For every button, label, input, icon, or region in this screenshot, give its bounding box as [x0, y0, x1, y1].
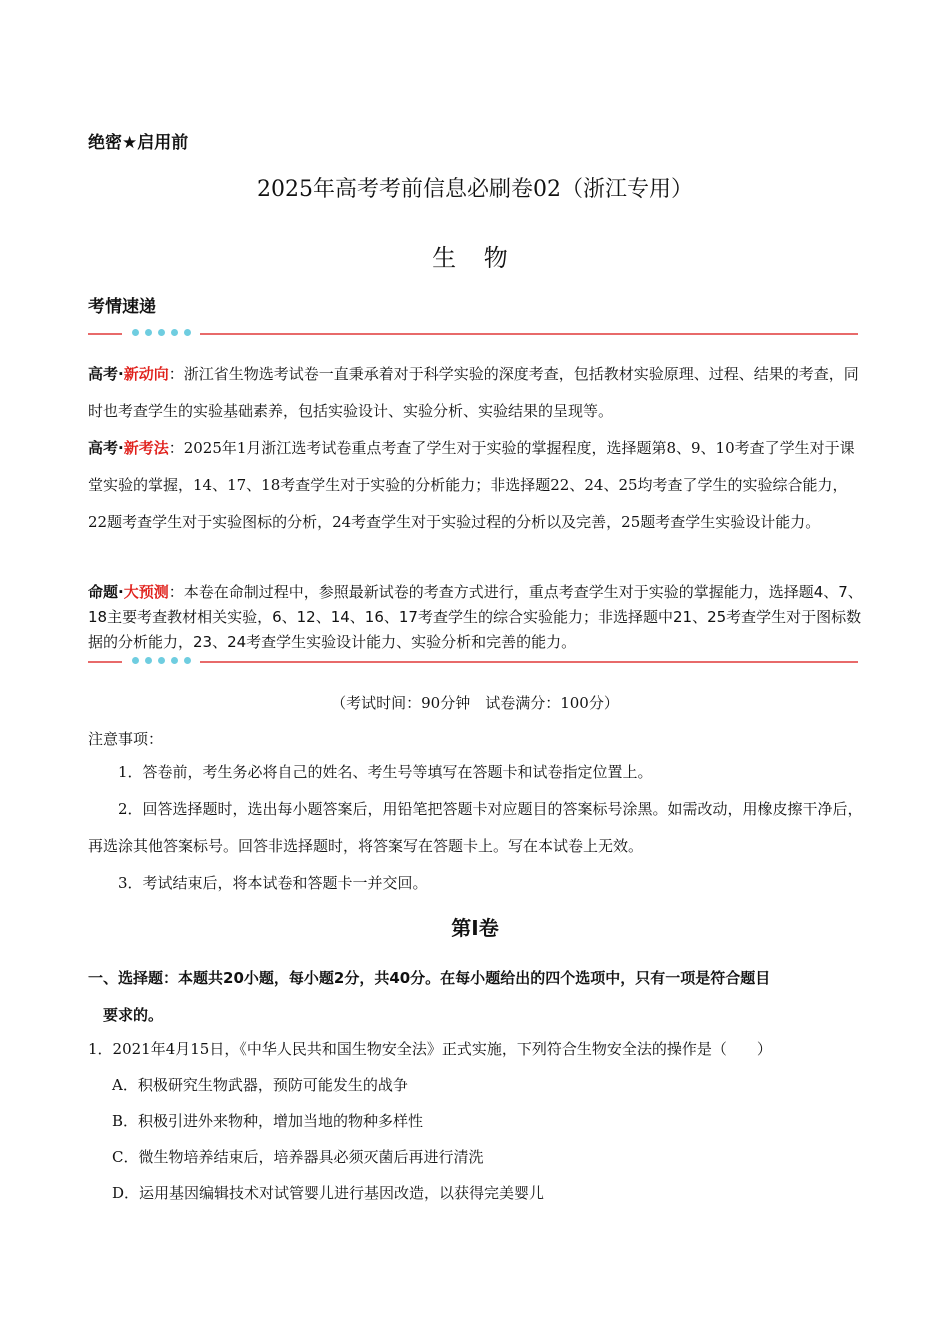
- info-text: ：本卷在命制过程中，参照最新试卷的考查方式进行，重点考查学生对于实验的掌握能力，选择题4、7、18主要考查教材相关实验，6、12、14、16、17考查学生的综合实验能力；非选择题中21、25考查学生对于图标数据的分析能力，23、24考查学生实验设计能力、实验分析和完善的能力。: [88, 583, 863, 651]
- info-highlight: 新考法: [123, 439, 169, 457]
- section-heading: 考情速递: [88, 297, 156, 317]
- info-text: ：2025年1月浙江选考试卷重点考查了学生对于实验的掌握程度，选择题第8、9、10考查了学生对于课堂实验的掌握，14、17、18考查学生对于实验的分析能力；非选择题22、24、25均考查了学生的实验综合能力，22题考查学生对于实验图标的分析，24考查学生对于实验过程的分析以及完善，25题考查学生实验设计能力。: [88, 439, 855, 531]
- section-one-heading: [88, 960, 863, 1034]
- option-c: C．微生物培养结束后，培养器具必须灭菌后再进行清洗: [112, 1148, 484, 1166]
- option-d: D．运用基因编辑技术对试管婴儿进行基因改造，以获得完美婴儿: [112, 1184, 545, 1202]
- note-item: 3．考试结束后，将本试卷和答题卡一并交回。: [118, 874, 428, 892]
- option-b: B．积极引进外来物种，增加当地的物种多样性: [112, 1112, 424, 1130]
- section-one-line: 一、选择题：本题共20小题，每小题2分，共40分。在每小题给出的四个选项中，只有一项是符合题目: [88, 969, 771, 987]
- info-paragraph-new-method: [88, 430, 863, 541]
- confidential-label: 绝密★启用前: [88, 133, 189, 153]
- exam-title: 2025年高考考前信息必刷卷02（浙江专用）: [257, 177, 693, 202]
- exam-info: （考试时间：90分钟 试卷满分：100分）: [331, 694, 619, 712]
- info-highlight: 大预测: [123, 583, 169, 601]
- option-a: A．积极研究生物武器，预防可能发生的战争: [112, 1076, 408, 1094]
- question-stem: 1．2021年4月15日，《中华人民共和国生物安全法》正式实施，下列符合生物安全法的操作是（ ）: [88, 1040, 772, 1058]
- notes-heading: 注意事项：: [88, 730, 164, 748]
- info-paragraph-prediction: [88, 580, 863, 655]
- section-one-line: 要求的。: [103, 1006, 164, 1024]
- info-label: 命题·: [88, 583, 124, 601]
- info-label: 高考·: [88, 365, 124, 383]
- note-item: 2．回答选择题时，选出每小题答案后，用铅笔把答题卡对应题目的答案标号涂黑。如需改动，用橡皮擦干净后，再选涂其他答案标号。回答非选择题时，将答案写在答题卡上。写在本试卷上无效。: [88, 800, 863, 855]
- info-paragraph-new-trend: [88, 356, 863, 430]
- divider-bottom: [88, 656, 858, 668]
- subject-title: 生 物: [432, 244, 518, 272]
- info-label: 高考·: [88, 439, 124, 457]
- info-text: ：浙江省生物选考试卷一直秉承着对于科学实验的深度考查，包括教材实验原理、过程、结果的考查，同时也考查学生的实验基础素养，包括实验设计、实验分析、实验结果的呈现等。: [88, 365, 859, 420]
- volume-title: 第Ⅰ卷: [451, 916, 499, 940]
- note-item: 1．答卷前，考生务必将自己的姓名、考生号等填写在答题卡和试卷指定位置上。: [118, 763, 653, 781]
- info-highlight: 新动向: [123, 365, 169, 383]
- divider-top: [88, 328, 858, 340]
